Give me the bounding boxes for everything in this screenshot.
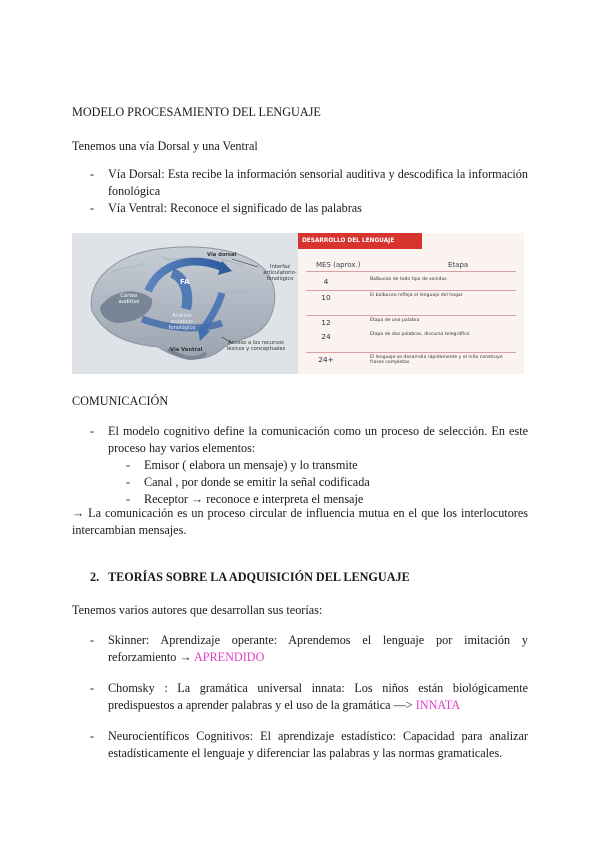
list-item: - Chomsky : La gramática universal innata: Los niños están biológicamente predispuestos a aprender palabras y el uso de la gramática —> INNATA xyxy=(90,681,528,712)
label-acceso: Acceso a los recursos léxicos y conceptuales xyxy=(226,340,286,352)
row-age: 24 xyxy=(321,332,331,341)
row-desc: Etapa de dos palabras, discurso telegráfico xyxy=(370,332,470,337)
highlight-aprendido: APRENDIDO xyxy=(193,650,265,664)
comunicacion-circular: → La comunicación es un proceso circular de influencia mutua en el que los interlocutores intercambian mensajes. xyxy=(72,506,528,537)
row-age: 12 xyxy=(321,318,331,327)
table-row xyxy=(306,315,516,330)
list-item: - Emisor ( elabora un mensaje) y lo transmite xyxy=(126,458,358,472)
section-title-comunicacion: COMUNICACIÓN xyxy=(72,394,169,408)
row-desc: El lenguaje se desarrolla rápidamente y el niño construye frases completas xyxy=(370,355,503,366)
teorias-list-2 xyxy=(72,680,528,714)
table-row xyxy=(306,275,516,289)
column-header-etapa: Etapa xyxy=(448,261,469,269)
table-row xyxy=(306,352,516,367)
elementos-list xyxy=(108,457,528,508)
list-item: - Skinner: Aprendizaje operante: Aprendemos el lenguaje por imitación y reforzamiento → APRENDIDO xyxy=(90,633,528,664)
teorias-list xyxy=(72,632,528,666)
row-age: 10 xyxy=(321,293,331,302)
row-age: 4 xyxy=(323,277,329,286)
label-via-dorsal: Vía dorsal xyxy=(207,252,237,258)
label-fa: FA xyxy=(180,278,190,286)
section-heading-teorias: 2. TEORÍAS SOBRE LA ADQUISICIÓN DEL LENGUAJE xyxy=(90,570,410,584)
list-item: - Vía Ventral: Reconoce el significado de las palabras xyxy=(90,201,362,215)
table-divider xyxy=(306,271,516,272)
label-cortex: Córtex auditivo xyxy=(118,293,140,305)
brain-diagram xyxy=(72,233,298,374)
label-analisis: Análisis acústico-fonológico xyxy=(168,313,196,331)
table-row xyxy=(306,290,516,305)
intro-vias: Tenemos una vía Dorsal y una Ventral xyxy=(72,139,258,153)
teorias-list-3 xyxy=(72,728,528,762)
column-header-mes: MES (aprox.) xyxy=(316,261,361,269)
list-item: - Receptor → reconoce e interpreta el mensaje xyxy=(126,492,364,506)
language-development-table xyxy=(298,233,524,374)
row-desc: El balbuceo refleja el lenguaje del hogar xyxy=(370,293,463,298)
list-item: - Neurocientíficos Cognitivos: El aprendizaje estadístico: Capacidad para analizar estadísticamente el lenguaje y diferenciar las palabras y las normas gramaticales. xyxy=(90,729,528,760)
highlight-innata: INNATA xyxy=(415,698,461,712)
table-header: DESARROLLO DEL LENGUAJE xyxy=(298,233,422,249)
comunicacion-list xyxy=(72,423,528,508)
autores-intro: Tenemos varios autores que desarrollan sus teorías: xyxy=(72,603,323,617)
row-desc: Etapa de una palabra xyxy=(370,318,420,323)
row-age: 24+ xyxy=(318,355,334,364)
section-title-modelo: MODELO PROCESAMIENTO DEL LENGUAJE xyxy=(72,105,321,119)
table-row xyxy=(306,330,516,344)
list-item: - Vía Dorsal: Esta recibe la información sensorial auditiva y descodifica la información fonológica xyxy=(90,167,528,198)
row-desc: Balbuceo de todo tipo de sonidos xyxy=(370,277,447,282)
label-interfaz: Interfaz articulatorio-fonológico xyxy=(263,264,297,282)
vias-list xyxy=(72,166,528,217)
figure-brain-and-table xyxy=(72,233,524,374)
list-item: - El modelo cognitivo define la comunicación como un proceso de selección. En este proceso hay varios elementos: - Emisor ( elabora un mensaje) y lo transmite - Canal , por donde se emitir la señal codificada - Receptor → reconoce e interpreta el mensaje xyxy=(90,424,528,506)
list-item: - Canal , por donde se emitir la señal codificada xyxy=(126,475,370,489)
label-via-ventral: Vía Ventral xyxy=(170,347,203,353)
